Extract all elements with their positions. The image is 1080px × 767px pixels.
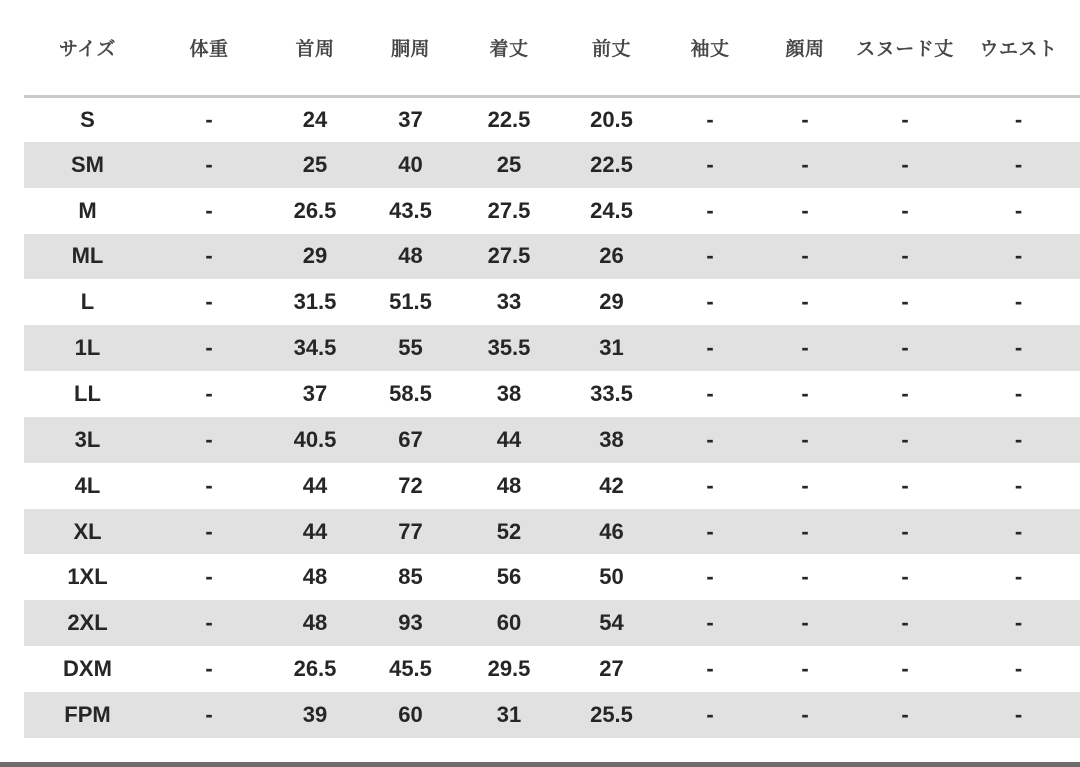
face-cell: - xyxy=(801,243,809,269)
front-length-cell: 29 xyxy=(599,289,624,315)
table-body xyxy=(24,96,1080,738)
girth-cell: 51.5 xyxy=(389,289,432,315)
face-cell: - xyxy=(801,197,809,223)
front-length-cell: 50 xyxy=(599,564,624,590)
neck-cell: 40.5 xyxy=(293,426,337,452)
girth-cell: 37 xyxy=(398,106,423,132)
back-length-cell: 56 xyxy=(496,564,522,590)
face-cell: - xyxy=(801,472,809,498)
size-label-cell: LL xyxy=(74,380,101,406)
back-length-cell: 29.5 xyxy=(487,656,531,682)
face-cell: - xyxy=(801,518,809,544)
waist-cell: - xyxy=(1014,701,1023,727)
face-cell: - xyxy=(801,289,809,315)
neck-cell: 48 xyxy=(302,564,328,590)
col-header-front-length: 前丈 xyxy=(560,0,663,96)
back-length-cell: 48 xyxy=(496,472,522,498)
table-row xyxy=(24,417,1080,463)
table-row xyxy=(24,325,1080,371)
table-row xyxy=(24,142,1080,188)
bottom-divider-bar xyxy=(0,762,1080,767)
back-length-cell: 60 xyxy=(496,610,522,636)
size-label-cell: S xyxy=(80,106,95,132)
front-length-cell: 27 xyxy=(599,656,624,682)
table-header xyxy=(24,0,1080,96)
snood-cell: - xyxy=(901,656,909,682)
neck-cell: 37 xyxy=(302,380,328,406)
neck-cell: 25 xyxy=(302,151,328,177)
snood-cell: - xyxy=(901,380,909,406)
waist-cell: - xyxy=(1014,380,1023,406)
size-label-cell: 2XL xyxy=(67,610,108,636)
girth-cell: 48 xyxy=(398,243,423,269)
neck-cell: 48 xyxy=(302,610,328,636)
sleeve-cell: - xyxy=(706,656,714,682)
col-header-sleeve: 袖丈 xyxy=(663,0,757,96)
weight-cell: - xyxy=(205,289,213,315)
snood-cell: - xyxy=(901,426,909,452)
sleeve-cell: - xyxy=(706,151,714,177)
face-cell: - xyxy=(801,656,809,682)
girth-cell: 85 xyxy=(398,564,423,590)
sleeve-cell: - xyxy=(706,289,714,315)
size-chart-table xyxy=(24,0,1080,738)
size-label-cell: XL xyxy=(73,518,102,544)
front-length-cell: 42 xyxy=(599,472,624,498)
header-row xyxy=(24,0,1080,96)
back-length-cell: 22.5 xyxy=(487,106,531,132)
back-length-cell: 35.5 xyxy=(487,335,531,361)
girth-cell: 45.5 xyxy=(389,656,432,682)
snood-cell: - xyxy=(901,151,909,177)
sleeve-cell: - xyxy=(706,610,714,636)
back-length-cell: 31 xyxy=(496,701,522,727)
back-length-cell: 52 xyxy=(496,518,522,544)
size-label-cell: 4L xyxy=(74,472,101,498)
col-header-size: サイズ xyxy=(24,0,151,96)
sleeve-cell: - xyxy=(706,564,714,590)
snood-cell: - xyxy=(901,610,909,636)
col-header-girth: 胴周 xyxy=(363,0,458,96)
table-row xyxy=(24,692,1080,738)
waist-cell: - xyxy=(1014,656,1023,682)
size-label-cell: FPM xyxy=(64,701,111,727)
col-header-weight: 体重 xyxy=(151,0,267,96)
back-length-cell: 44 xyxy=(496,426,522,452)
waist-cell: - xyxy=(1014,335,1023,361)
sleeve-cell: - xyxy=(706,335,714,361)
table-row xyxy=(24,371,1080,417)
table-row xyxy=(24,554,1080,600)
sleeve-cell: - xyxy=(706,472,714,498)
weight-cell: - xyxy=(205,518,213,544)
neck-cell: 44 xyxy=(302,518,328,544)
girth-cell: 55 xyxy=(398,335,423,361)
sleeve-cell: - xyxy=(706,106,714,132)
weight-cell: - xyxy=(205,701,213,727)
sleeve-cell: - xyxy=(706,243,714,269)
size-label-cell: DXM xyxy=(63,656,112,682)
sleeve-cell: - xyxy=(706,380,714,406)
snood-cell: - xyxy=(901,472,909,498)
face-cell: - xyxy=(801,335,809,361)
face-cell: - xyxy=(801,564,809,590)
front-length-cell: 33.5 xyxy=(590,380,633,406)
table-row xyxy=(24,463,1080,509)
snood-cell: - xyxy=(901,564,909,590)
front-length-cell: 25.5 xyxy=(590,701,633,727)
size-label-cell: ML xyxy=(71,243,104,269)
girth-cell: 43.5 xyxy=(389,197,432,223)
front-length-cell: 24.5 xyxy=(590,197,633,223)
waist-cell: - xyxy=(1014,564,1023,590)
waist-cell: - xyxy=(1014,426,1023,452)
snood-cell: - xyxy=(901,289,909,315)
neck-cell: 34.5 xyxy=(293,335,337,361)
table-row xyxy=(24,234,1080,280)
waist-cell: - xyxy=(1014,106,1023,132)
col-header-snood: スヌード丈 xyxy=(853,0,957,96)
table-row xyxy=(24,600,1080,646)
size-label-cell: 1L xyxy=(74,335,101,361)
col-header-face: 顔周 xyxy=(757,0,853,96)
front-length-cell: 20.5 xyxy=(590,106,633,132)
table-row xyxy=(24,279,1080,325)
girth-cell: 67 xyxy=(398,426,423,452)
weight-cell: - xyxy=(205,380,213,406)
neck-cell: 26.5 xyxy=(293,197,337,223)
sleeve-cell: - xyxy=(706,518,714,544)
front-length-cell: 22.5 xyxy=(590,151,633,177)
front-length-cell: 38 xyxy=(599,426,624,452)
size-label-cell: M xyxy=(78,197,97,223)
weight-cell: - xyxy=(205,151,213,177)
snood-cell: - xyxy=(901,197,909,223)
snood-cell: - xyxy=(901,243,909,269)
girth-cell: 40 xyxy=(398,151,423,177)
waist-cell: - xyxy=(1014,518,1023,544)
front-length-cell: 26 xyxy=(599,243,624,269)
size-label-cell: 1XL xyxy=(67,564,108,590)
sleeve-cell: - xyxy=(706,701,714,727)
girth-cell: 60 xyxy=(398,701,423,727)
front-length-cell: 46 xyxy=(599,518,624,544)
table-row xyxy=(24,646,1080,692)
col-header-waist: ウエスト xyxy=(957,0,1080,96)
neck-cell: 29 xyxy=(302,243,328,269)
waist-cell: - xyxy=(1014,472,1023,498)
waist-cell: - xyxy=(1014,197,1023,223)
weight-cell: - xyxy=(205,243,213,269)
weight-cell: - xyxy=(205,564,213,590)
back-length-cell: 27.5 xyxy=(487,243,531,269)
neck-cell: 24 xyxy=(302,106,328,132)
sleeve-cell: - xyxy=(706,426,714,452)
weight-cell: - xyxy=(205,426,213,452)
back-length-cell: 25 xyxy=(496,151,522,177)
girth-cell: 72 xyxy=(398,472,423,498)
waist-cell: - xyxy=(1014,610,1023,636)
weight-cell: - xyxy=(205,656,213,682)
size-label-cell: 3L xyxy=(74,426,101,452)
girth-cell: 58.5 xyxy=(389,380,432,406)
weight-cell: - xyxy=(205,106,213,132)
neck-cell: 26.5 xyxy=(293,656,337,682)
col-header-back-length: 着丈 xyxy=(458,0,560,96)
face-cell: - xyxy=(801,380,809,406)
back-length-cell: 33 xyxy=(496,289,522,315)
face-cell: - xyxy=(801,610,809,636)
girth-cell: 93 xyxy=(398,610,423,636)
face-cell: - xyxy=(801,106,809,132)
table-row xyxy=(24,188,1080,234)
neck-cell: 31.5 xyxy=(293,289,337,315)
table-row xyxy=(24,509,1080,555)
table-row xyxy=(24,96,1080,142)
sleeve-cell: - xyxy=(706,197,714,223)
front-length-cell: 54 xyxy=(599,610,624,636)
back-length-cell: 27.5 xyxy=(487,197,531,223)
face-cell: - xyxy=(801,426,809,452)
snood-cell: - xyxy=(901,518,909,544)
weight-cell: - xyxy=(205,610,213,636)
weight-cell: - xyxy=(205,335,213,361)
col-header-neck: 首周 xyxy=(267,0,363,96)
weight-cell: - xyxy=(205,472,213,498)
snood-cell: - xyxy=(901,701,909,727)
face-cell: - xyxy=(801,151,809,177)
weight-cell: - xyxy=(205,197,213,223)
front-length-cell: 31 xyxy=(599,335,624,361)
face-cell: - xyxy=(801,701,809,727)
back-length-cell: 38 xyxy=(496,380,522,406)
size-label-cell: L xyxy=(80,289,95,315)
snood-cell: - xyxy=(901,106,909,132)
size-label-cell: SM xyxy=(71,151,104,177)
waist-cell: - xyxy=(1014,151,1023,177)
neck-cell: 39 xyxy=(302,701,328,727)
girth-cell: 77 xyxy=(398,518,423,544)
snood-cell: - xyxy=(901,335,909,361)
neck-cell: 44 xyxy=(302,472,328,498)
waist-cell: - xyxy=(1014,243,1023,269)
waist-cell: - xyxy=(1014,289,1023,315)
